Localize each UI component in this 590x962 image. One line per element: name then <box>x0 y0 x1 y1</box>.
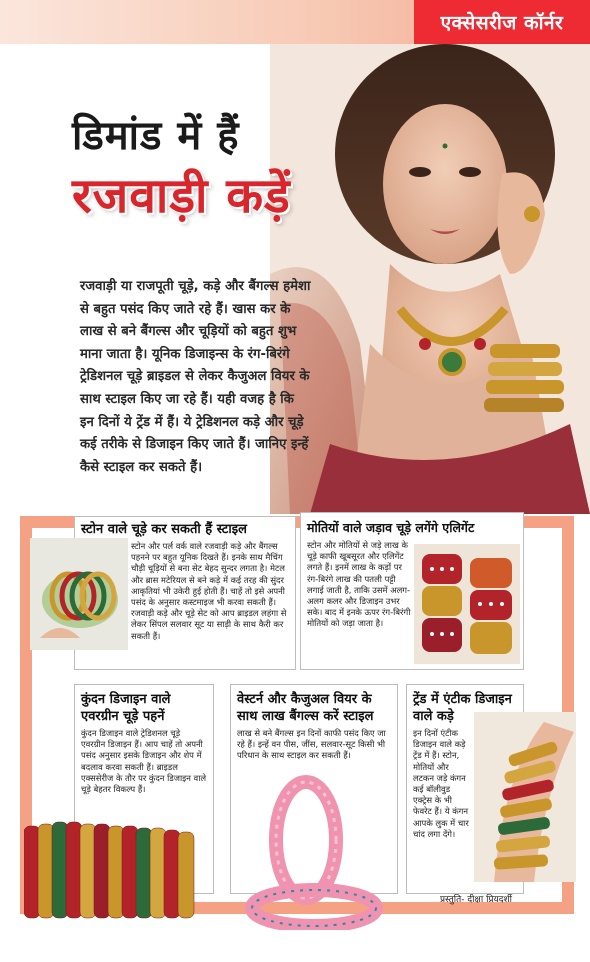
kundan-bangles-text: कुंदन डिजाइन वाले ट्रेडिशनल चूड़े एवरग्रीन डिजाइन हैं। आप चाहें तो अपनी पसंद अनुसार इसके डिजाइन और शेप में बदलाव करवा सकती हैं। ब्राइडल एक्ससेरीज के तौर पर कुंदन डिजाइन वाले चूड़े बेहतर विकल्प हैं। <box>81 728 207 795</box>
western-bangles-text: लाख से बने बैंगल्स इन दिनों काफी पसंद किए जा रहे हैं। इन्हें वन पीस, जींस, सलवार-सूट किसी भी परिधान के साथ स्टाइल कर सकती हैं। <box>237 728 386 761</box>
antique-bangles-title: ट्रेंड में एंटीक डिजाइन वाले कड़े <box>413 692 512 724</box>
intro-paragraph: रजवाड़ी या राजपूती चूड़े, कड़े और बैंगल्स हमेशा से बहुत पसंद किए जाते रहे हैं। खास कर के लाख से बने बैंगल्स और चूड़ियों को बहुत शुभ माना जाता है। यूनिक डिजाइन्स के रंग-बिरंगे ट्रेडिशनल चूड़े ब्राइडल से लेकर कैजुअल वियर के साथ स्टाइल किए जा रहे हैं। यही वजह है कि इन दिनों ये ट्रेंड में हैं। ये ट्रेडिशनल कड़े और चूड़े कई तरीके से डिजाइन किए जाते हैं। जानिए इन्हें कैसे स्टाइल कर सकते हैं। <box>80 279 311 475</box>
section-label: एक्सेसरीज कॉर्नर <box>414 0 590 44</box>
headline-line-2: रजवाड़ी कड़ें <box>72 168 291 224</box>
credit-line: प्रस्तुति- दीक्षा प्रियदर्शी <box>440 895 512 905</box>
antique-bangles-photo <box>474 712 576 882</box>
pearl-bangles-photo <box>414 544 520 664</box>
western-bangles-photo <box>244 770 384 930</box>
headline-line-1: डिमांड में हैं <box>72 112 240 159</box>
antique-bangles-text: इन दिनों एंटीक डिजाइन वाले कड़े ट्रेंड में हैं। स्टोन, मोतियों और लटकन जड़े कंगन कई बॉलीवुड एक्ट्रेस के भी फेवरेट हैं। ये कंगन आपके लुक में चार चांद लगा देंगे। <box>413 728 469 839</box>
stone-bangles-title: स्टोन वाले चूड़े कर सकती हैं स्टाइल <box>81 522 247 537</box>
kundan-bangles-title: कुंदन डिजाइन वाले एवरग्रीन चूड़े पहनें <box>81 692 171 724</box>
stone-bangles-photo <box>30 538 128 650</box>
pearl-bangles-text: स्टोन और मोतियों से जड़े लाख के चूड़े काफी खूबसूरत और एलिगेंट लगते हैं। इनमें लाख के कड़ों पर रंग-बिरंगे लाख की पतली पट्टी लगाई जाती है, ताकि उसमें अलग-अलग कलर और डिजाइन उभर सके। बाद में इनके ऊपर रंग-बिरंगी मोतियों को जड़ा जाता है। <box>307 540 411 629</box>
hero-section <box>0 44 590 514</box>
stone-bangles-text: स्टोन और पर्ल वर्क वाले रजवाड़ी कड़े और बैंगल्स पहनने पर बहुत यूनिक दिखते हैं। इनके साथ मैचिंग चौड़ी चूड़ियों से बना सेट बेहद सुन्दर लगता है। मेटल और ब्रास मटेरियल से बने कड़े में कई तरह की सुंदर आकृतियां भी उकेरी हुई होती हैं। चाहें तो इसे अपनी पसंद के अनुसार कस्टमाइज भी करवा सकती हैं। रजवाड़ी कड़े और चूड़े सेट को आप ब्राइडल लहंगा से लेकर सिंपल सलवार सूट या साड़ी के साथ कैरी कर सकती हैं। <box>131 541 287 641</box>
model-photo <box>270 44 590 514</box>
kundan-bangles-photo <box>24 818 204 922</box>
western-bangles-title: वेस्टर्न और कैजुअल वियर के साथ लाख बैंगल्स करें स्टाइल <box>237 692 374 724</box>
pearl-bangles-title: मोतियों वाले जड़ाव चूड़े लगेंगे एलिगेंट <box>307 520 475 535</box>
